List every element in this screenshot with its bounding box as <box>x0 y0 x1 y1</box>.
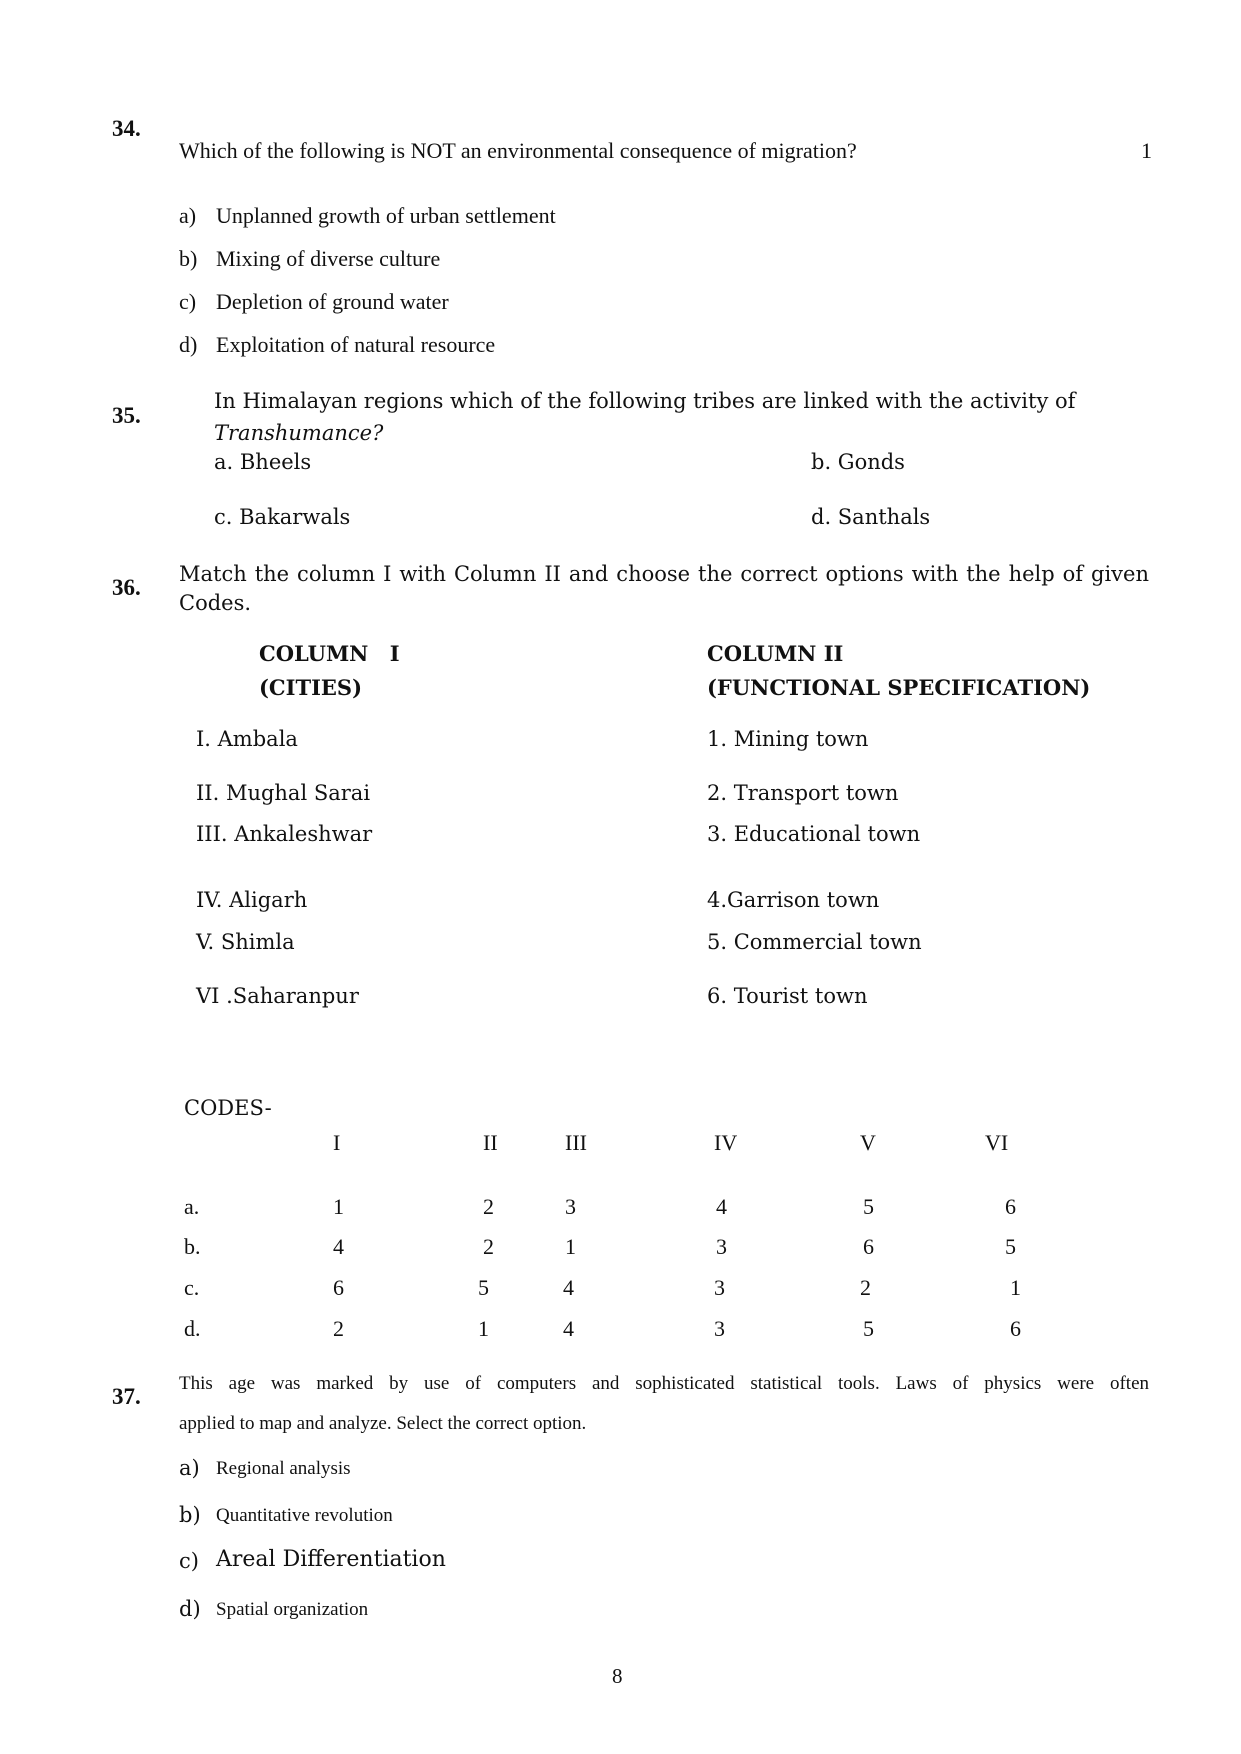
q35-option-d: d. Santhals <box>811 505 931 529</box>
column-2-item: 3. Educational town <box>707 822 921 846</box>
question-37-text-line2: applied to map and analyze. Select the correct option. <box>179 1413 587 1434</box>
code-header: IV <box>714 1130 738 1155</box>
q35-option-a: a. Bheels <box>214 450 312 474</box>
q37-option-c-text: Areal Differentiation <box>216 1547 446 1572</box>
column-1-item: VI .Saharanpur <box>196 984 359 1008</box>
column-1-item: II. Mughal Sarai <box>196 781 371 805</box>
code-cell: 5 <box>1005 1234 1016 1259</box>
q37-option-d-text: Spatial organization <box>216 1599 369 1620</box>
code-header: VI <box>985 1130 1009 1155</box>
q35-option-b: b. Gonds <box>811 450 905 474</box>
q34-option-d-letter: d) <box>179 332 198 357</box>
column-1-heading: COLUMN I <box>259 641 400 666</box>
q37-option-d-letter: d) <box>179 1597 201 1621</box>
code-cell: 4 <box>563 1275 574 1300</box>
q37-option-b-letter: b) <box>179 1503 201 1527</box>
code-cell: 2 <box>860 1275 871 1300</box>
code-cell: 2 <box>483 1234 494 1259</box>
question-36-number: 36. <box>112 575 141 600</box>
q34-option-d-text: Exploitation of natural resource <box>216 332 496 357</box>
code-cell: 2 <box>483 1194 494 1219</box>
codes-label: CODES- <box>184 1096 272 1120</box>
q34-option-c-letter: c) <box>179 289 197 314</box>
question-34-text: Which of the following is NOT an environmental consequence of migration? <box>179 138 857 163</box>
question-34-marks: 1 <box>1141 138 1152 163</box>
code-cell: 3 <box>565 1194 576 1219</box>
q34-option-c-text: Depletion of ground water <box>216 289 449 314</box>
column-1-item: I. Ambala <box>196 727 298 751</box>
code-cell: 1 <box>333 1194 344 1219</box>
column-2-item: 6. Tourist town <box>707 984 868 1008</box>
code-row-label: c. <box>184 1275 200 1300</box>
code-header: III <box>565 1130 587 1155</box>
q37-option-b-text: Quantitative revolution <box>216 1505 393 1526</box>
column-1-item: V. Shimla <box>196 930 295 954</box>
question-34-number: 34. <box>112 116 141 141</box>
q37-option-c-letter: c) <box>179 1549 199 1573</box>
code-header: V <box>860 1130 876 1155</box>
code-cell: 6 <box>333 1275 344 1300</box>
code-row-label: b. <box>184 1234 201 1259</box>
code-cell: 3 <box>714 1275 725 1300</box>
column-1-subheading: (CITIES) <box>259 675 363 700</box>
code-cell: 6 <box>1005 1194 1016 1219</box>
column-2-item: 2. Transport town <box>707 781 899 805</box>
code-cell: 1 <box>565 1234 576 1259</box>
question-36-text-line1: Match the column I with Column II and choose the correct options with the help of given <box>179 562 1149 586</box>
question-35-text: In Himalayan regions which of the following tribes are linked with the activity of <box>214 389 1076 413</box>
code-row-label: d. <box>184 1316 201 1341</box>
q34-option-a-letter: a) <box>179 203 197 228</box>
column-2-item: 1. Mining town <box>707 727 869 751</box>
code-cell: 4 <box>333 1234 344 1259</box>
q37-option-a-text: Regional analysis <box>216 1458 351 1479</box>
question-37-text-line1: This age was marked by use of computers and sophisticated statistical tools. Laws of physics were often <box>179 1373 1149 1394</box>
code-cell: 1 <box>478 1316 489 1341</box>
code-cell: 1 <box>1010 1275 1021 1300</box>
code-cell: 5 <box>863 1194 874 1219</box>
page-number: 8 <box>612 1664 623 1688</box>
code-cell: 5 <box>863 1316 874 1341</box>
code-cell: 3 <box>716 1234 727 1259</box>
code-cell: 2 <box>333 1316 344 1341</box>
code-cell: 5 <box>478 1275 489 1300</box>
q35-option-c: c. Bakarwals <box>214 505 351 529</box>
code-header: I <box>333 1130 341 1155</box>
code-cell: 3 <box>714 1316 725 1341</box>
q37-option-a-letter: a) <box>179 1456 200 1480</box>
column-2-item: 5. Commercial town <box>707 930 922 954</box>
q34-option-b-text: Mixing of diverse culture <box>216 246 441 271</box>
column-2-heading: COLUMN II <box>707 641 844 666</box>
code-cell: 6 <box>863 1234 874 1259</box>
code-header: II <box>483 1130 498 1155</box>
q34-option-b-letter: b) <box>179 246 198 271</box>
code-cell: 6 <box>1010 1316 1021 1341</box>
question-35-number: 35. <box>112 403 141 428</box>
question-35-text-italic: Transhumance? <box>214 421 384 445</box>
column-1-item: III. Ankaleshwar <box>196 822 373 846</box>
code-row-label: a. <box>184 1194 200 1219</box>
column-2-item: 4.Garrison town <box>707 888 880 912</box>
code-cell: 4 <box>716 1194 727 1219</box>
column-1-item: IV. Aligarh <box>196 888 308 912</box>
column-2-subheading: (FUNCTIONAL SPECIFICATION) <box>707 675 1091 700</box>
code-cell: 4 <box>563 1316 574 1341</box>
question-36-text-line2: Codes. <box>179 591 252 615</box>
question-37-number: 37. <box>112 1384 141 1409</box>
q34-option-a-text: Unplanned growth of urban settlement <box>216 203 556 228</box>
